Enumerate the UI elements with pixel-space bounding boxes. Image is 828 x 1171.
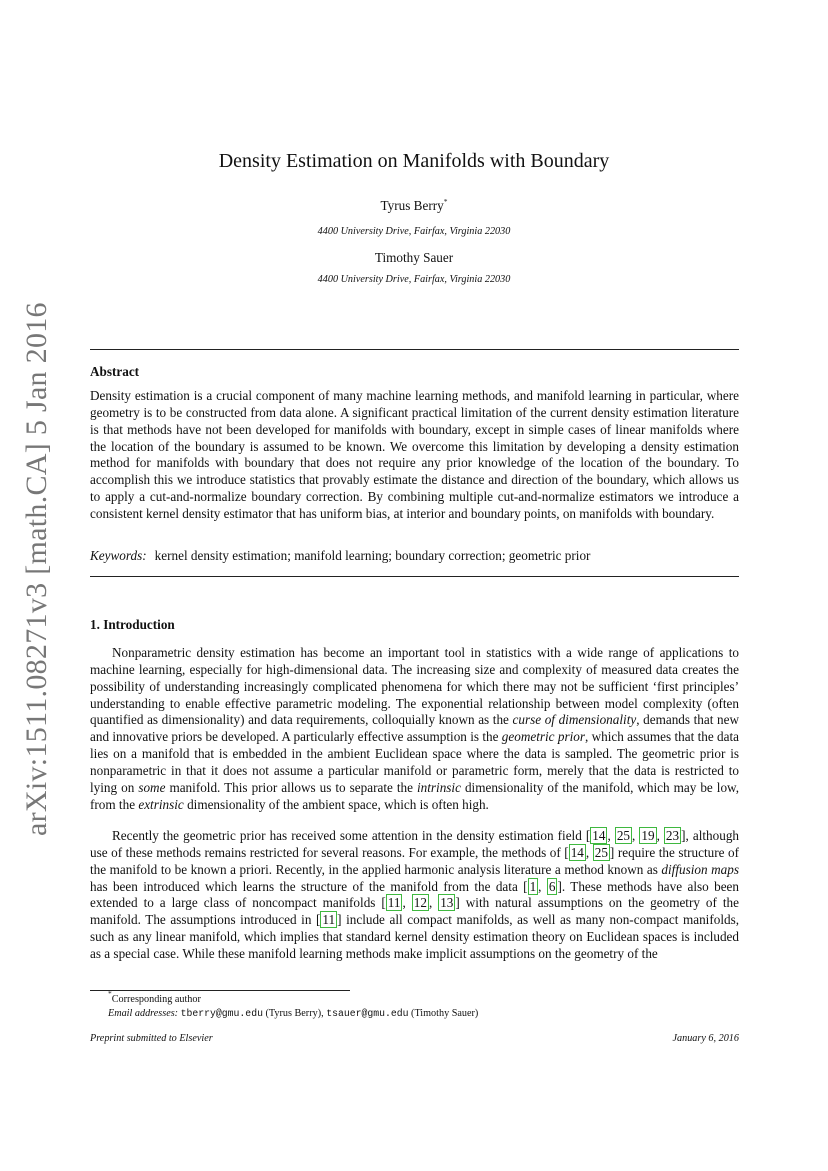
footnote-emails bbox=[108, 1008, 478, 1019]
citation-link[interactable]: 25 bbox=[616, 828, 631, 843]
email-label: Email addresses: bbox=[108, 1008, 179, 1019]
citation-link[interactable]: 6 bbox=[548, 878, 556, 894]
arxiv-stamp: arXiv:1511.08271v3 [math.CA] 5 Jan 2016 bbox=[20, 302, 53, 836]
text-run: Recently the geometric prior has received some attention in the density estimation field [ bbox=[112, 828, 591, 843]
text-run: Nonparametric density estimation has become an important tool in statistics with a wide range of applications to machine learning, especially for high-dimensional data. The increasing size and complexity of measured data creates the possibility of understanding increasingly complicated phenomena for which there may not be sufficient ‘first principles’ understanding to enable effective parametric modeling. The exponential relationship between model complexity (often quantified as dimensionality) and data requirements, colloquially known as the bbox=[90, 645, 739, 728]
footnote-corresponding bbox=[108, 989, 201, 1005]
author-affiliation: 4400 University Drive, Fairfax, Virginia 22030 bbox=[317, 226, 511, 237]
keywords-text: kernel density estimation; manifold learning; boundary correction; geometric prior bbox=[154, 548, 591, 563]
text-run: ]. These methods have also been extended to a large class of noncompact manifolds [ bbox=[90, 878, 740, 911]
citation-link[interactable]: 14 bbox=[570, 844, 584, 860]
text-run: dimensionality of the manifold, which may be low, from the bbox=[90, 779, 740, 812]
footnote-rule bbox=[90, 990, 350, 991]
bottom-rule bbox=[90, 576, 739, 577]
author-2-name: Timothy Sauer bbox=[374, 250, 454, 265]
email-owner: (Tyrus Berry), bbox=[265, 1008, 324, 1019]
author-name bbox=[0, 250, 828, 266]
text-run: dimensionality of the ambient space, which is often high. bbox=[183, 796, 489, 812]
text-run: manifold. This prior allows us to separate the bbox=[165, 779, 417, 795]
email-owner: (Timothy Sauer) bbox=[411, 1008, 479, 1019]
emphasis: geometric prior bbox=[501, 729, 585, 745]
citation-link[interactable]: 1 bbox=[529, 878, 537, 894]
citation-link[interactable]: 25 bbox=[594, 844, 608, 860]
text-run: ], although use of these methods remains restricted for several reasons. For example, the methods of [ bbox=[90, 828, 740, 860]
emphasis: extrinsic bbox=[138, 796, 184, 812]
preprint-note: Preprint submitted to Elsevier bbox=[90, 1033, 213, 1044]
author-1-name: Tyrus Berry bbox=[380, 198, 444, 213]
preprint-date: January 6, 2016 bbox=[672, 1033, 739, 1044]
footnote-text: Corresponding author bbox=[111, 994, 201, 1005]
intro-paragraph-1 bbox=[90, 645, 739, 813]
citation-link[interactable]: 19 bbox=[641, 828, 655, 843]
email-link[interactable]: tsauer@gmu.edu bbox=[326, 1008, 409, 1019]
citation-link[interactable]: 11 bbox=[322, 912, 336, 928]
email-link[interactable]: tberry@gmu.edu bbox=[180, 1008, 263, 1019]
text-run: ] require the structure of the manifold to be known a priori. Recently, in the applied harmonic analysis literature a method known as bbox=[90, 844, 740, 877]
citation-link[interactable]: 14 bbox=[592, 828, 606, 843]
citation-link[interactable]: 11 bbox=[387, 895, 401, 911]
footnote-mark: * bbox=[108, 989, 112, 998]
emphasis: curse of dimensionality bbox=[512, 712, 637, 728]
text-run: , which assumes that the data lies on a manifold that is embedded in the ambient Euclidean space where the data is sampled. The geometric prior is nonparametric in that it does not assume a particular manifold or parametric form, merely that the data is restricted to lying on bbox=[90, 729, 739, 795]
text-run: ] include all compact manifolds, as well as many non-compact manifolds, such as any linear manifold, which implies that standard kernel density estimation theory on Euclidean spaces is included as a special case. While these manifold learning methods make implicit assumptions on the geometry of the bbox=[90, 912, 739, 961]
paper-title: Density Estimation on Manifolds with Boundary bbox=[218, 150, 610, 172]
author-name bbox=[0, 198, 828, 214]
emphasis: intrinsic bbox=[416, 779, 461, 795]
abstract-text: Density estimation is a crucial component of many machine learning methods, and manifold learning in particular, where geometry is to be constructed from data alone. A significant practical limitation of the current density estimation literature is that methods have not been developed for manifolds with boundary, except in simple cases of linear manifolds where the location of the boundary is assumed to be known. We overcome this limitation by developing a density estimation method for manifolds with boundary that does not require any prior knowledge of the location of the boundary. To accomplish this we introduce statistics that provably estimate the distance and direction of the boundary, which allows us to apply a cut-and-normalize boundary correction. By combining multiple cut-and-normalize estimators we introduce a consistent kernel density estimator that has uniform bias, at interior and boundary points, on manifolds with boundary. bbox=[90, 388, 739, 521]
text-run: , demands that new and innovative priors be developed. A particularly effective assumption is the bbox=[90, 712, 740, 745]
intro-paragraph-2: Recently the geometric prior has received some attention in the density estimation field [ 14 , 25 , 19 , 23 ], although use of these methods remains restricted for several reasons. For example, the methods of [ 14 , 25 ] require the structure of the manifold to be known a priori. Recently, in the applied harmonic analysis literature a method known as diffusion maps has been introduced which learns the structure of the manifold from the data [ 1 , 6 ]. These methods have also been extended to a large class of noncompact manifolds [ 11 , 12 , 13 ] with natural assumptions on the geometry of the manifold. The assumptions introduced in [ 11 ] include all compact manifolds, as well as many non-compact manifolds, such as any linear manifold, which implies that standard kernel density estimation theory on Euclidean spaces is included as a special case. While these manifold learning methods make implicit assumptions on the geometry of the bbox=[90, 828, 740, 961]
emphasis: some bbox=[138, 779, 166, 795]
text-run: has been introduced which learns the structure of the manifold from the data [ bbox=[90, 878, 528, 894]
emphasis: diffusion maps bbox=[661, 861, 739, 877]
citation-link[interactable]: 12 bbox=[413, 895, 427, 911]
keywords bbox=[90, 548, 739, 564]
top-rule bbox=[90, 349, 739, 350]
text-run: ] with natural assumptions on the geometry of the manifold. The assumptions introduced in [ bbox=[90, 895, 739, 928]
abstract-heading: Abstract bbox=[90, 364, 140, 379]
citation-link[interactable]: 23 bbox=[665, 828, 680, 843]
citation-link[interactable]: 13 bbox=[440, 895, 454, 911]
author-footnote-mark: * bbox=[443, 197, 448, 206]
keywords-label: Keywords: bbox=[90, 548, 147, 563]
author-affiliation: 4400 University Drive, Fairfax, Virginia 22030 bbox=[317, 274, 511, 285]
section-heading: 1. Introduction bbox=[90, 617, 175, 632]
